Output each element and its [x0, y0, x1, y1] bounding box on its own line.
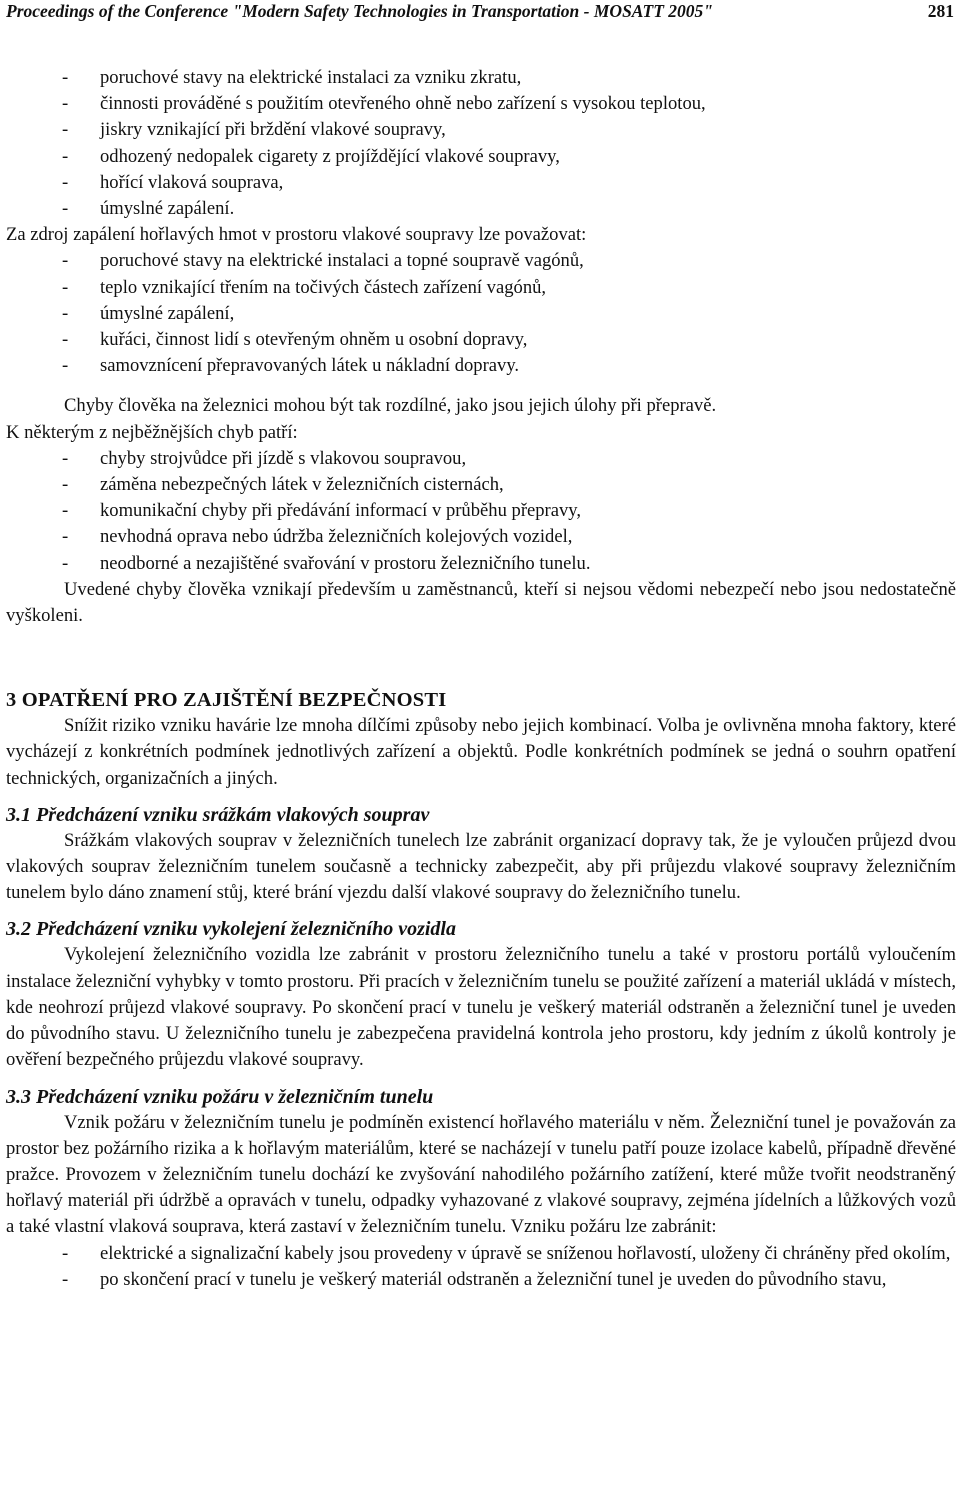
list-item: - jiskry vznikající při brždění vlakové soupravy,	[62, 119, 446, 141]
ignition-sources-list	[6, 248, 956, 379]
section-paragraph: Srážkám vlakových souprav v železničních tunelech lze zabránit organizací dopravy tak, že je vyloučen průjezd dvou vlakových souprav železničním tunelem současně a technicky zabezpečit, aby při průjezdu vlakové soupravy železničním tunelem bylo dáno znamení stůj, které brání vjezdu další vlakové soupravy do železničního tunelu.	[6, 829, 956, 904]
list-item: - komunikační chyby při předávání informací v průběhu přepravy,	[62, 500, 582, 522]
list-item: - úmyslné zapálení,	[62, 302, 235, 324]
section-paragraph: Vykolejení železničního vozidla lze zabránit v prostoru železničního tunelu a také v prostoru portálů vyloučením instalace železniční vyhybky v tomto prostoru. Při pracích v železničním tunelu se použité zařízení a materiál ukládá v místech, kde neohrozí průjezd vlakové soupravy. Po skončení prací v tunelu je veškerý materiál odstraněn a železniční tunel je uveden do původního stavu. U železničního tunelu je zabezpečena pravidelná kontrola jeho prostoru, kdy jedním z úkolů kontroly je ověření bezpečného průjezdu vlakové soupravy.	[6, 944, 957, 1071]
human-errors-paragraph: Chyby člověka na železnici mohou být tak rozdílné, jako jsou jejich úlohy při přepravě.	[64, 395, 717, 417]
fire-prevention-list	[6, 1241, 956, 1293]
subsection-heading: 3.3 Předcházení vzniku požáru v železničním tunelu	[6, 1085, 434, 1108]
list-item: - poruchové stavy na elektrické instalaci a topné soupravě vagónů,	[62, 250, 584, 272]
page-number: 281	[927, 1, 954, 21]
list-item: - odhozený nedopalek cigarety z projíždějící vlakové soupravy,	[62, 145, 560, 167]
fire-causes-list	[6, 65, 956, 222]
document-page	[6, 0, 956, 1293]
list-item: - chyby strojvůdce při jízdě s vlakovou soupravou,	[62, 447, 467, 469]
list-item: - kuřáci, činnost lidí s otevřeným ohněm u osobní dopravy,	[62, 329, 528, 351]
list-item: - hořící vlaková souprava,	[62, 171, 284, 193]
common-errors-intro: K některým z nejběžnějších chyb patří:	[6, 421, 298, 443]
list-item: - neodborné a nezajištěné svařování v prostoru železničního tunelu.	[62, 552, 591, 574]
section-paragraph: Snížit riziko vzniku havárie lze mnoha dílčími způsoby nebo jejich kombinací. Volba je ovlivněna mnoha faktory, které vycházejí z konkrétních podmínek jednotlivých zařízení a objektů. Podle konkrétních podmínek se jedná o souhrn opatření technických, organizačních a jiných.	[6, 715, 956, 789]
subsection-heading: 3.1 Předcházení vzniku srážkám vlakových souprav	[6, 803, 430, 826]
list-item: - úmyslné zapálení.	[62, 198, 235, 220]
section-3	[6, 687, 956, 792]
list-item: - elektrické a signalizační kabely jsou provedeny v úpravě se sníženou hořlavostí, uloženy či chráněny před okolím,	[62, 1242, 951, 1264]
list-item: - nevhodná oprava nebo údržba železničních kolejových vozidel,	[62, 526, 573, 548]
errors-summary-paragraph: Uvedené chyby člověka vznikají především u zaměstnanců, kteří si nejsou vědomi nebezpečí nebo jsou nedostatečně vyškoleni.	[6, 578, 956, 627]
subsection-heading: 3.2 Předcházení vzniku vykolejení železničního vozidla	[6, 918, 456, 941]
running-header	[6, 0, 956, 26]
section-heading: 3 OPATŘENÍ PRO ZAJIŠTĚNÍ BEZPEČNOSTI	[6, 689, 447, 712]
section-3-2	[6, 916, 956, 1073]
list-item: - poruchové stavy na elektrické instalaci za vzniku zkratu,	[62, 67, 522, 88]
conference-title: Proceedings of the Conference "Modern Safety Technologies in Transportation - MOSATT 2005"	[6, 1, 713, 21]
section-3-1	[6, 802, 956, 907]
human-errors-list	[6, 446, 956, 577]
section-3-3	[6, 1084, 956, 1293]
list-item: - teplo vznikající třením na točivých částech zařízení vagónů,	[62, 276, 547, 298]
list-item: - po skončení prací v tunelu je veškerý materiál odstraněn a železniční tunel je uveden do původního stavu,	[62, 1268, 887, 1290]
list-item: - činnosti prováděné s použitím otevřeného ohně nebo zařízení s vysokou teplotou,	[62, 93, 706, 115]
list-item: - záměna nebezpečných látek v železničních cisternách,	[62, 474, 504, 496]
list-item: - samovznícení přepravovaných látek u nákladní dopravy.	[62, 355, 520, 377]
sources-intro: Za zdroj zapálení hořlavých hmot v prostoru vlakové soupravy lze považovat:	[6, 224, 587, 246]
section-paragraph: Vznik požáru v železničním tunelu je podmíněn existencí hořlavého materiálu v něm. Železniční tunel je považován za prostor bez požárního rizika a k hořlavým materiálům, které se nacházejí v tunelu patří pouze izolace kabelů, případně dřevěné pražce. Provozem v železničním tunelu dochází ke zvyšování nahodilého požárního zatížení, které může tvořit neodstraněný hořlavý materiál při údržbě a opravách v tunelu, odpadky vyhazované z vlakové soupravy, zejména jídelních a lůžkových vozů a také vlastní vlaková souprava, která zastaví v železničním tunelu. Vzniku požáru lze zabránit:	[6, 1111, 956, 1238]
